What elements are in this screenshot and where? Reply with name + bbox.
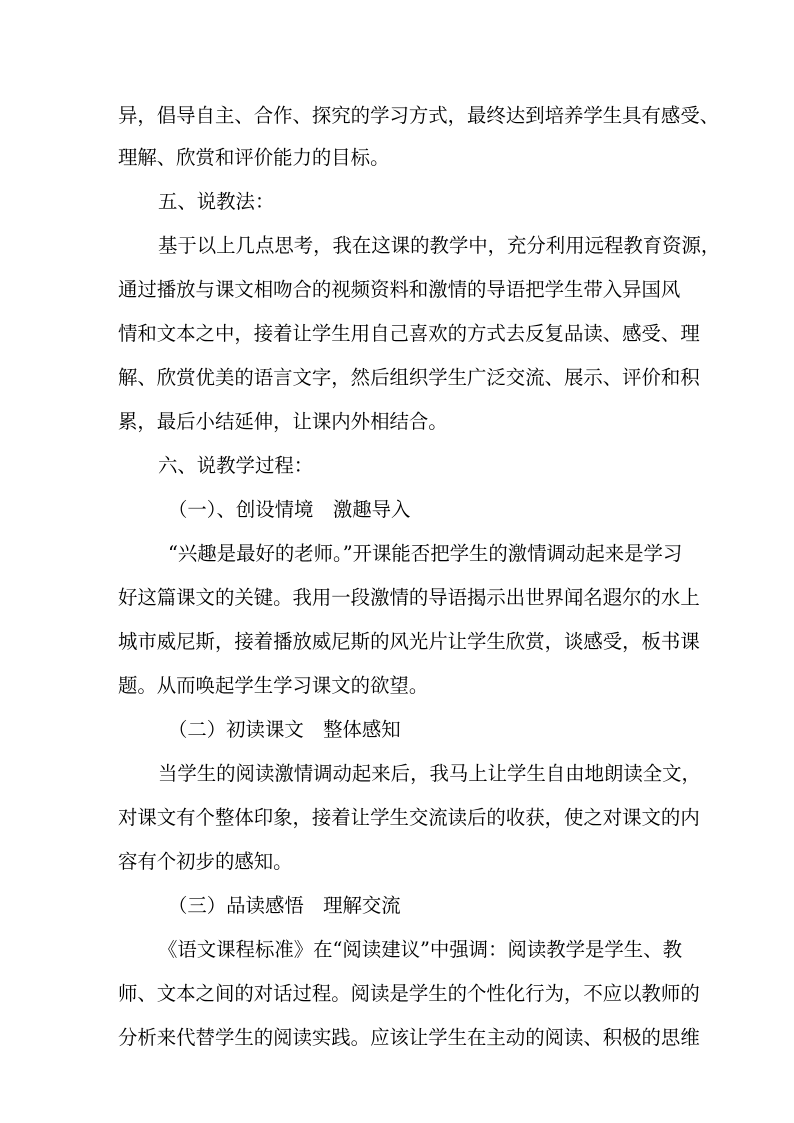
text-line-20: 《语文课程标准》在“阅读建议”中强调：阅读教学是学生、教: [158, 938, 682, 961]
text-line-8: 累，最后小结延伸，让课内外相结合。: [118, 410, 448, 433]
text-line-21: 师、文本之间的对话过程。阅读是学生的个性化行为，不应以教师的: [118, 982, 700, 1005]
text-line-14: 题。从而唤起学生学习课文的欲望。: [118, 674, 429, 697]
heading-teaching-process: 六、说教学过程：: [158, 454, 314, 477]
subheading-1: （一）、创设情境 激趣导入: [168, 498, 411, 521]
text-line-17: 对课文有个整体印象，接着让学生交流读后的收获，使之对课文的内: [118, 806, 700, 829]
text-line-7: 解、欣赏优美的语言文字，然后组织学生广泛交流、展示、评价和积: [118, 366, 700, 389]
heading-teaching-method: 五、说教法：: [158, 190, 275, 213]
text-line-2: 理解、欣赏和评价能力的目标。: [118, 146, 390, 169]
text-line-6: 情和文本之中，接着让学生用自己喜欢的方式去反复品读、感受、理: [118, 322, 700, 345]
subheading-3: （三）品读感悟 理解交流: [168, 894, 401, 917]
text-line-18: 容有个初步的感知。: [118, 850, 293, 873]
text-line-22: 分析来代替学生的阅读实践。应该让学生在主动的阅读、积极的思维: [118, 1026, 700, 1049]
subheading-2: （二）初读课文 整体感知: [168, 718, 401, 741]
text-line-16: 当学生的阅读激情调动起来后，我马上让学生自由地朗读全文，: [158, 762, 701, 785]
text-line-4: 基于以上几点思考，我在这课的教学中，充分利用远程教育资源，: [158, 234, 721, 257]
text-line-1: 异，倡导自主、合作、探究的学习方式，最终达到培养学生具有感受、: [118, 104, 720, 127]
text-line-12: 好这篇课文的关键。我用一段激情的导语揭示出世界闻名遐尔的水上: [118, 586, 700, 609]
text-line-13: 城市威尼斯，接着播放威尼斯的风光片让学生欣赏，谈感受，板书课: [118, 630, 700, 653]
text-line-5: 通过播放与课文相吻合的视频资料和激情的导语把学生带入异国风: [118, 278, 681, 301]
text-line-11: “兴趣是最好的老师。”开课能否把学生的激情调动起来是学习: [168, 542, 683, 565]
